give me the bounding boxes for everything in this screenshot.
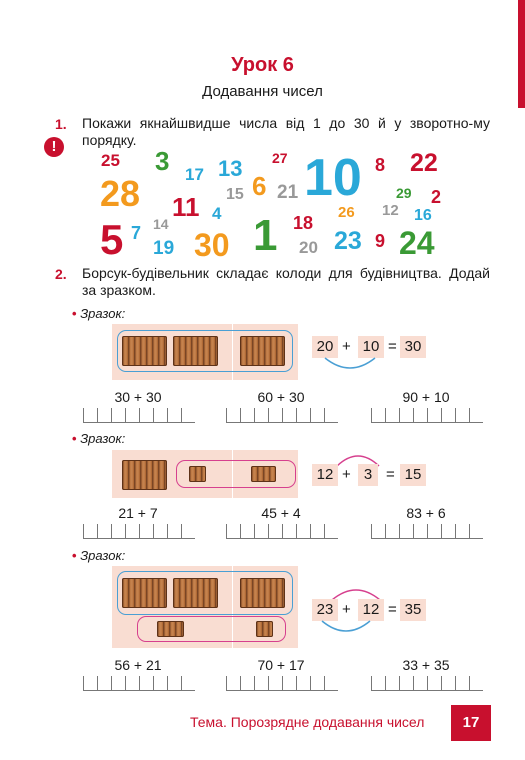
cloud-number: 26: [338, 204, 355, 221]
answer-grid[interactable]: [226, 676, 338, 691]
cloud-number: 15: [226, 186, 244, 203]
lesson-title: Урок 6: [231, 54, 294, 76]
sample-result: 15: [400, 464, 426, 486]
sample-label: • Зразок:: [72, 548, 126, 563]
exercise-expression: 33 + 35: [402, 657, 450, 673]
exercise-expression: 90 + 10: [402, 389, 450, 405]
cloud-number: 1: [253, 211, 278, 260]
bottom-arc: [320, 356, 380, 374]
cloud-number: 24: [399, 225, 435, 261]
sample-term-a: 12: [312, 464, 338, 486]
cloud-number: 2: [431, 187, 442, 207]
cloud-number: 8: [375, 155, 386, 175]
cloud-number: 23: [334, 227, 362, 255]
answer-grid[interactable]: [83, 676, 195, 691]
cloud-number: 4: [212, 204, 222, 223]
sample-label: • Зразок:: [72, 431, 126, 446]
sample-term-b: 10: [358, 336, 384, 358]
exercise-expression: 45 + 4: [261, 505, 301, 521]
log-bundle-ones: [256, 621, 273, 637]
cloud-number: 21: [277, 182, 299, 203]
cloud-number: 27: [272, 150, 288, 166]
task1-number: 1.: [55, 116, 67, 132]
cloud-number: 12: [382, 202, 399, 219]
cloud-number: 14: [153, 216, 169, 232]
sample-term-b: 12: [358, 599, 384, 621]
sample-result: 30: [400, 336, 426, 358]
exercise-expression: 56 + 21: [114, 657, 162, 673]
equals-sign: =: [388, 338, 397, 355]
equals-sign: =: [386, 466, 395, 483]
cloud-number: 30: [194, 227, 230, 263]
cloud-number: 11: [172, 192, 200, 222]
cloud-number: 7: [131, 223, 142, 243]
log-bundle-ones: [251, 466, 276, 482]
exercise-expression: 60 + 30: [257, 389, 305, 405]
sample-term-a: 23: [312, 599, 338, 621]
cloud-number: 17: [185, 165, 204, 184]
answer-grid[interactable]: [371, 524, 483, 539]
lesson-subtitle: Додавання чисел: [202, 83, 323, 100]
log-bundle-ten: [240, 336, 285, 366]
equals-sign: =: [388, 601, 397, 618]
exercise-expression: 70 + 17: [257, 657, 305, 673]
log-bundle-ten: [240, 578, 285, 608]
answer-grid[interactable]: [371, 408, 483, 423]
cloud-number: 29: [396, 185, 412, 201]
cloud-number: 13: [218, 156, 243, 181]
plus-sign: +: [342, 338, 351, 355]
cloud-number: 28: [100, 173, 141, 214]
bottom-arc: [318, 619, 374, 637]
task2-text: Борсук-будівельник складає колоди для будівництва. Додай за зразком.: [82, 265, 490, 298]
cloud-number: 5: [100, 216, 124, 263]
exercise-expression: 83 + 6: [406, 505, 446, 521]
cloud-number: 22: [410, 149, 438, 177]
answer-grid[interactable]: [226, 408, 338, 423]
cloud-number: 6: [252, 171, 267, 201]
sample-term-b: 3: [358, 464, 378, 486]
cloud-number: 10: [304, 149, 362, 207]
answer-grid[interactable]: [371, 676, 483, 691]
log-bundle-ones: [189, 466, 206, 482]
log-bundle-ten: [122, 578, 167, 608]
cloud-number: 25: [101, 151, 120, 170]
plus-sign: +: [342, 466, 351, 483]
warning-icon: !: [44, 137, 64, 157]
cloud-number: 16: [414, 207, 432, 224]
cloud-number: 18: [293, 213, 314, 233]
page-number: 17: [451, 705, 491, 741]
sample-label: • Зразок:: [72, 306, 126, 321]
log-bundle-ten: [122, 336, 167, 366]
log-bundle-ones: [157, 621, 184, 637]
log-bundle-ten: [173, 578, 218, 608]
cloud-number: 19: [153, 238, 175, 259]
footer-topic: Тема. Порозрядне додавання чисел: [190, 714, 425, 730]
exercise-expression: 21 + 7: [118, 505, 158, 521]
answer-grid[interactable]: [83, 524, 195, 539]
cloud-number: 3: [155, 146, 170, 176]
answer-grid[interactable]: [83, 408, 195, 423]
answer-grid[interactable]: [226, 524, 338, 539]
task1-text: Покажи якнайшвидше числа від 1 до 30 й у зворотно-му порядку.: [82, 115, 490, 148]
log-bundle-ten: [122, 460, 167, 490]
cloud-number: 20: [299, 238, 318, 257]
log-bundle-ten: [173, 336, 218, 366]
exercise-expression: 30 + 30: [114, 389, 162, 405]
sample-term-a: 20: [312, 336, 338, 358]
task2-number: 2.: [55, 266, 67, 282]
cloud-number: 9: [375, 231, 386, 251]
plus-sign: +: [342, 601, 351, 618]
sample-result: 35: [400, 599, 426, 621]
